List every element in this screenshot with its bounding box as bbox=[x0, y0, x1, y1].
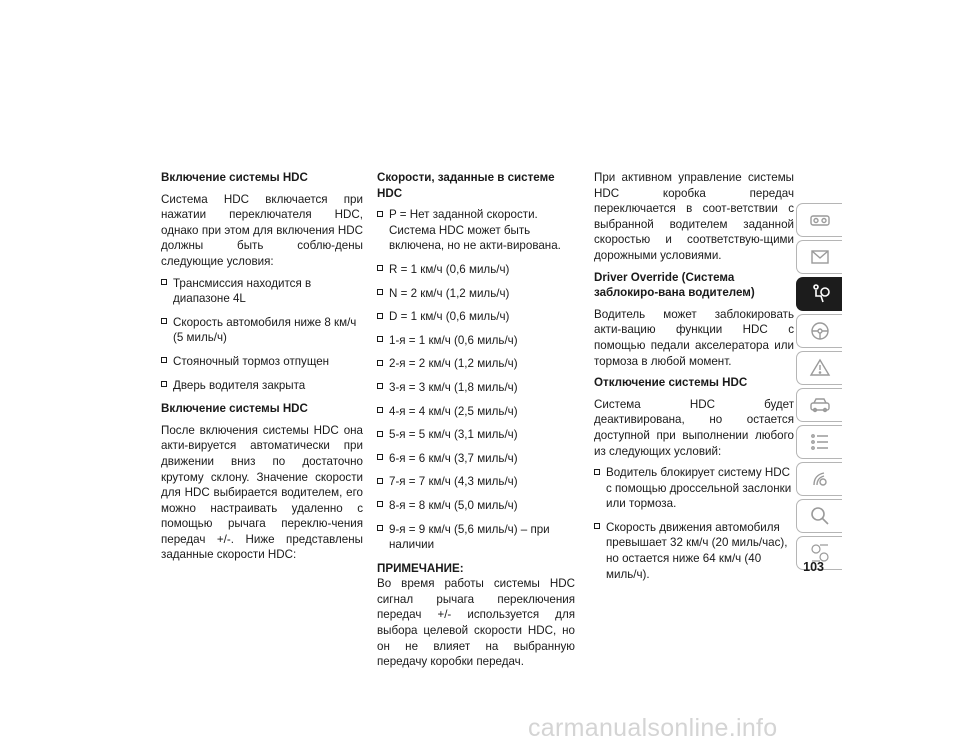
tab-dashboard[interactable] bbox=[796, 203, 842, 237]
list-item: 7-я = 7 км/ч (4,3 миль/ч) bbox=[377, 474, 575, 490]
paragraph-hdc-active: При активном управление системы HDC коробка передач переключается в соот-ветствии с выбранной водителем заданной скоростью и соответствую-щими дорожными условиями. bbox=[594, 171, 794, 262]
list-item: Водитель блокирует систему HDC с помощью дроссельной заслонки или тормоза. bbox=[594, 465, 794, 512]
list-item: 5-я = 5 км/ч (3,1 миль/ч) bbox=[377, 427, 575, 443]
service-car-icon bbox=[808, 393, 832, 417]
paragraph-hdc-enable: Система HDC включается при нажатии переключателя HDC, однако при этом для включения HDC должны быть соблю-дены следующие условия: bbox=[161, 192, 363, 268]
column-1 bbox=[161, 170, 363, 569]
chapter-tabs bbox=[796, 203, 842, 573]
list-item: P = Нет заданной скорости. Система HDC может быть включена, но не акти-вирована. bbox=[377, 207, 575, 254]
tab-emergency[interactable] bbox=[796, 351, 842, 385]
tab-multimedia[interactable] bbox=[796, 462, 842, 496]
list-item: Скорость движения автомобиля превышает 32 км/ч (20 миль/час), но остается ниже 64 км/ч (40 миль/ч). bbox=[594, 520, 794, 582]
heading-hdc-activation: Включение системы HDC bbox=[161, 402, 308, 416]
list-item: 4-я = 4 км/ч (2,5 миль/ч) bbox=[377, 404, 575, 420]
tab-index[interactable] bbox=[796, 499, 842, 533]
tab-safety[interactable] bbox=[796, 277, 842, 311]
warning-car-icon bbox=[808, 356, 832, 380]
column-2 bbox=[377, 170, 575, 676]
steering-wheel-icon bbox=[808, 319, 832, 343]
airbag-icon bbox=[808, 282, 832, 306]
list-item: Скорость автомобиля ниже 8 км/ч (5 миль/ч) bbox=[161, 315, 363, 346]
list-item: D = 1 км/ч (0,6 миль/ч) bbox=[377, 309, 575, 325]
list-item: 1-я = 1 км/ч (0,6 миль/ч) bbox=[377, 333, 575, 349]
heading-hdc-disable: Отключение системы HDC bbox=[594, 376, 748, 390]
list-item: Трансмиссия находится в диапазоне 4L bbox=[161, 276, 363, 307]
tab-getting-started[interactable] bbox=[796, 240, 842, 274]
list-item: Дверь водителя закрыта bbox=[161, 378, 363, 394]
specifications-list-icon bbox=[808, 430, 832, 454]
tab-servicing[interactable] bbox=[796, 388, 842, 422]
page-number: 103 bbox=[803, 560, 824, 574]
list-item: N = 2 км/ч (1,2 миль/ч) bbox=[377, 286, 575, 302]
tab-specifications[interactable] bbox=[796, 425, 842, 459]
heading-hdc-enable: Включение системы HDC bbox=[161, 171, 308, 184]
list-item: R = 1 км/ч (0,6 миль/ч) bbox=[377, 262, 575, 278]
list-item: 9-я = 9 км/ч (5,6 миль/ч) – при наличии bbox=[377, 522, 575, 553]
heading-hdc-speeds: Скорости, заданные в системе HDC bbox=[377, 171, 555, 200]
multimedia-icon bbox=[808, 467, 832, 491]
mail-car-icon bbox=[808, 245, 832, 269]
list-item: 3-я = 3 км/ч (1,8 миль/ч) bbox=[377, 380, 575, 396]
heading-driver-override: Driver Override (Система заблокиро-вана водителем) bbox=[594, 270, 755, 300]
list-item: 2-я = 2 км/ч (1,2 миль/ч) bbox=[377, 356, 575, 372]
paragraph-hdc-disable: Система HDC будет деактивирована, но остается доступной при выполнении любого из следующих условий: bbox=[594, 397, 794, 458]
column-3 bbox=[594, 170, 794, 590]
index-search-icon bbox=[808, 504, 832, 528]
list-item: 8-я = 8 км/ч (5,0 миль/ч) bbox=[377, 498, 575, 514]
tab-starting-operating[interactable] bbox=[796, 314, 842, 348]
list-item: Стояночный тормоз отпущен bbox=[161, 354, 363, 370]
watermark: carmanualsonline.info bbox=[528, 714, 778, 742]
paragraph-driver-override: Водитель может заблокировать акти-вацию функции HDC с помощью педали акселератора или тормоза в любой момент. bbox=[594, 307, 794, 368]
car-dashboard-icon bbox=[808, 208, 832, 232]
list-item: 6-я = 6 км/ч (3,7 миль/ч) bbox=[377, 451, 575, 467]
paragraph-hdc-activation: После включения системы HDC она акти-вируется автоматически при движении вниз по достаточно крутому склону. Значение скорости для HDC выбирается водителем, его можно настраивать удаленно с помощью рычага переклю-чения передач +/-. Ниже представлены заданные скорости HDC: bbox=[161, 423, 363, 562]
note-text: Во время работы системы HDC сигнал рычага переключения передач +/- используется для выбора целевой скорости HDC, но он не влияет на выбранную передачу коробки передач. bbox=[377, 577, 575, 669]
note-label: ПРИМЕЧАНИЕ: bbox=[377, 561, 464, 575]
